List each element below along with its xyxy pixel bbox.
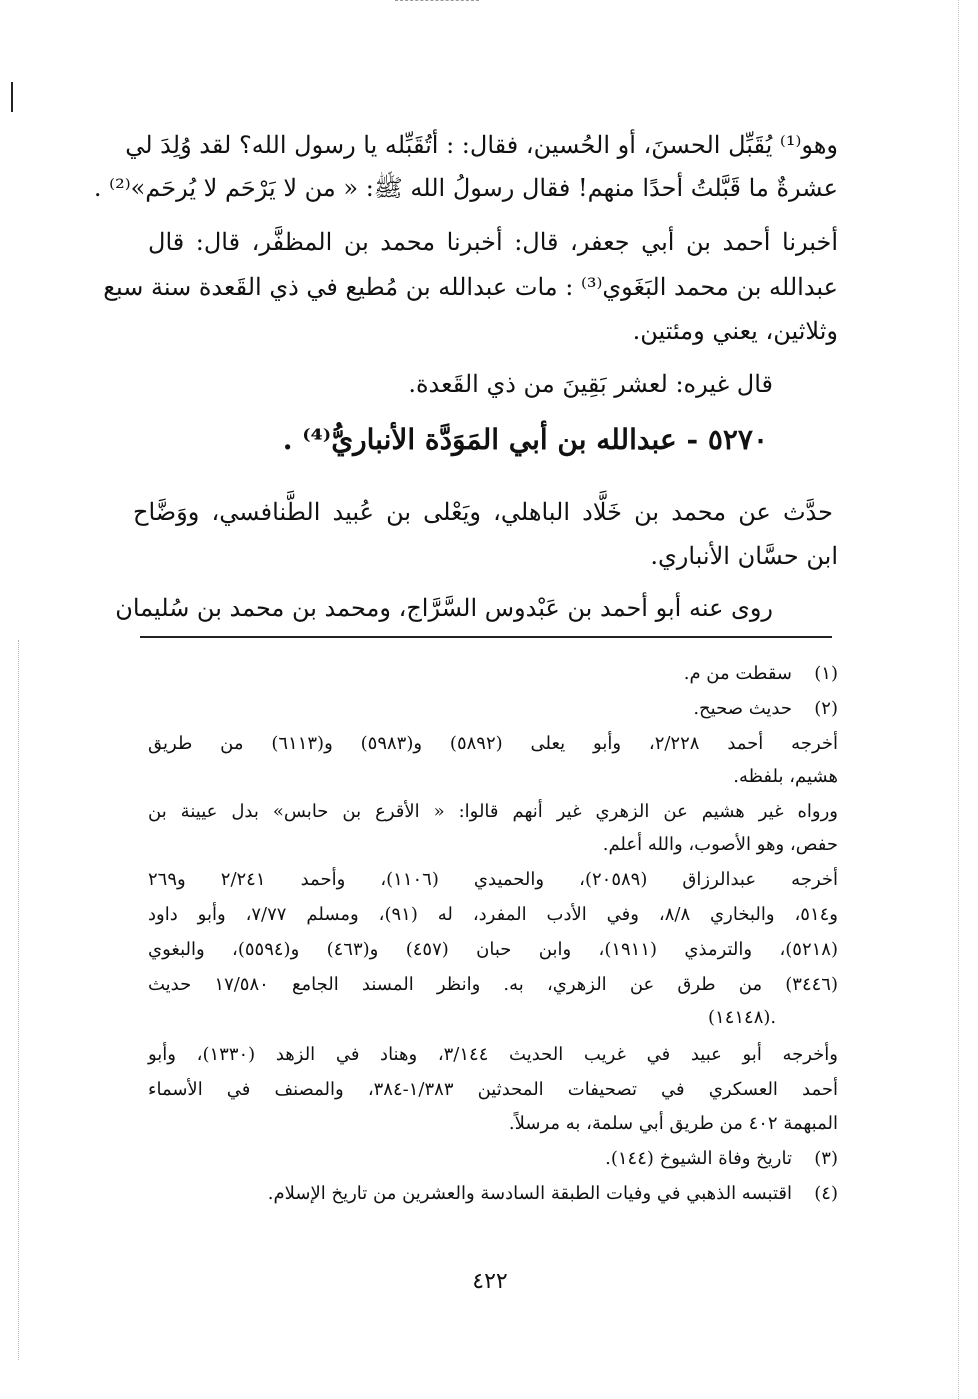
right-dotted-guide <box>958 0 960 1399</box>
footnote-number-1: (١) <box>814 663 838 684</box>
footnote-line-8: و٥١٤، والبخاري ٨/٨، وفي الأدب المفرد، له (٩١)، ومسلم ٧/٧٧، وأبو داود <box>148 904 838 925</box>
footnote-line-10: (٣٤٤٦) من طرق عن الزهري، به. وانظر المسند الجامع ١٧/٥٨٠ حديث <box>148 974 838 995</box>
footnote-text-2: حديث صحيح. <box>693 698 792 719</box>
body-line-9: روى عنه أبو أحمد بن عَبْدوس السَّرَّاج، ومحمد بن محمد بن سُليمان <box>115 594 773 622</box>
footnote-text-4: اقتبسه الذهبي في وفيات الطبقة السادسة والعشرين من تاريخ الإسلام. <box>267 1183 792 1204</box>
footnote-text-1: سقطت من م. <box>683 663 792 684</box>
footnote-line-11: (١٤١٤٨). <box>708 1007 777 1028</box>
footnote-line-3: أخرجه أحمد ٢/٢٢٨، وأبو يعلى (٥٨٩٢) و(٥٩٨٣) و(٦١١٣) من طريق <box>148 733 839 754</box>
top-dashed-mark <box>395 0 479 2</box>
body-line-7: حدَّث عن محمد بن خَلَّاد الباهلي، ويَعْلى بن عُبيد الطَّنافسي، ووَضَّاح <box>133 498 833 526</box>
footnote-number-3: (٣) <box>814 1148 838 1169</box>
footnote-text-3: تاريخ وفاة الشيوخ (١٤٤). <box>605 1148 792 1169</box>
body-line-8: ابن حسَّان الأنباري. <box>650 542 838 570</box>
body-line-4: عبدالله بن محمد البَغَوي⁽³⁾ : مات عبدالله بن مُطيع في ذي القَعدة سنة سبع <box>103 273 838 301</box>
body-line-1: وهو⁽¹⁾ يُقَبِّل الحسنَ، أو الحُسين، فقال: : أتُقَبِّله يا رسول الله؟ لقد وُلِدَ لي <box>125 131 838 159</box>
scan-mark <box>11 82 13 112</box>
body-line-6: قال غيره: لعشر بَقِينَ من ذي القَعدة. <box>408 370 773 398</box>
footnote-line-12: وأخرجه أبو عبيد في غريب الحديث ٣/١٤٤، وهناد في الزهد (١٣٣٠)، وأبو <box>148 1044 838 1065</box>
left-dotted-guide <box>18 640 20 1360</box>
footnote-line-6: حفص، وهو الأصوب، والله أعلم. <box>602 834 838 855</box>
footnote-number-4: (٤) <box>814 1183 838 1204</box>
footnote-line-7: أخرجه عبدالرزاق (٢٠٥٨٩)، والحميدي (١١٠٦)، وأحمد ٢/٢٤١ و٢٦٩ <box>148 869 839 890</box>
page-number: ٤٢٢ <box>472 1269 508 1294</box>
body-line-3: أخبرنا أحمد بن أبي جعفر، قال: أخبرنا محمد بن المظفَّر، قال: قال <box>148 228 838 256</box>
footnote-number-2: (٢) <box>814 698 838 719</box>
footnote-line-13: أحمد العسكري في تصحيفات المحدثين ١/٣٨٣-٣٨٤، والمصنف في الأسماء <box>148 1079 838 1100</box>
footnote-line-5: ورواه غير هشيم عن الزهري غير أنهم قالوا: « الأقرع بن حابس» بدل عيينة بن <box>148 801 838 822</box>
footnote-line-9: (٥٢١٨)، والترمذي (١٩١١)، وابن حبان (٤٥٧) و(٤٦٣) و(٥٥٩٤)، والبغوي <box>148 939 838 960</box>
body-line-2: عشرةٌ ما قَبَّلتُ أحدًا منهم! فقال رسولُ الله ﷺ: « من لا يَرْحَم لا يُرحَم»⁽²⁾ . <box>93 174 838 202</box>
footnote-line-4: هشيم، بلفظه. <box>733 766 838 787</box>
body-line-5: وثلاثين، يعني ومئتين. <box>632 317 838 345</box>
footnote-line-14: المبهمة ٤٠٢ من طريق أبي سلمة، به مرسلاً. <box>508 1113 838 1134</box>
entry-heading: ٥٢٧٠ - عبدالله بن أبي المَوَدَّة الأنباريُّ⁽⁴⁾ . <box>282 423 768 456</box>
footnote-divider <box>140 636 832 638</box>
